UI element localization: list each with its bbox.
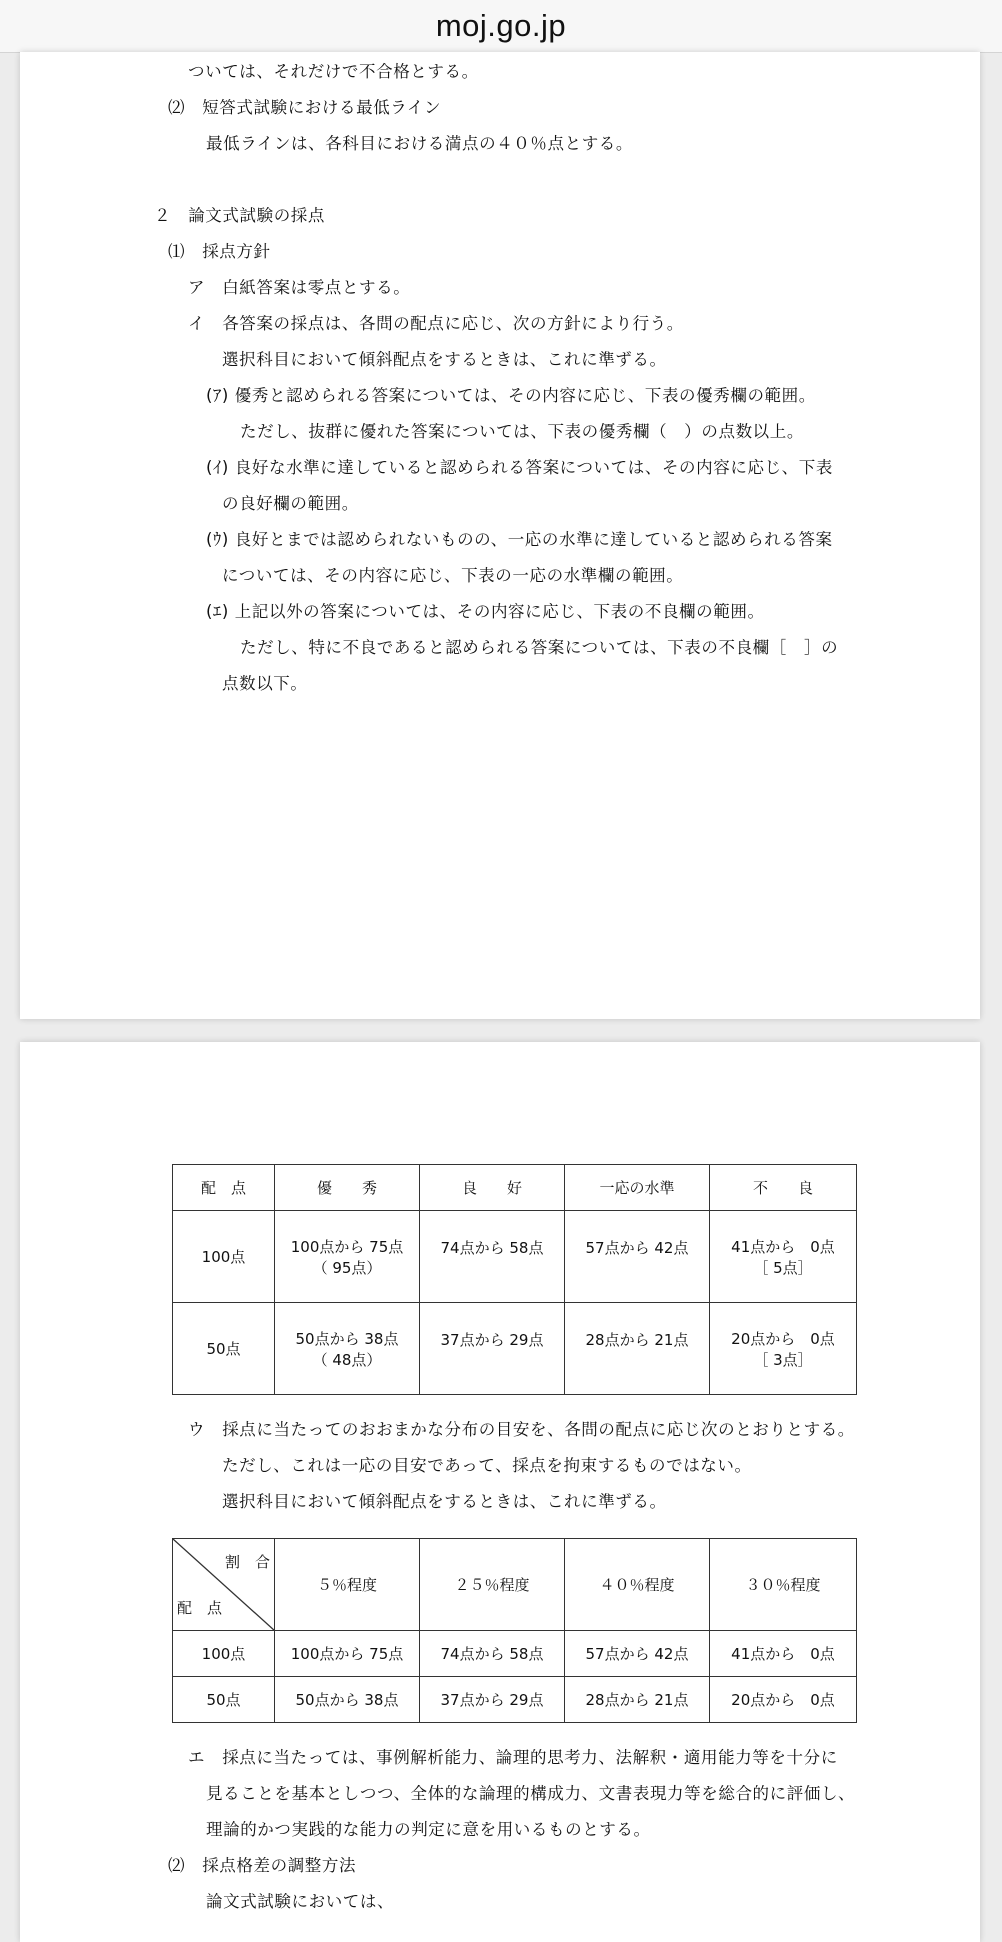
text-line: ただし、これは一応の目安であって、採点を拘束するものではない。 bbox=[222, 1456, 752, 1475]
text-line: 最低ラインは、各科目における満点の４０％点とする。 bbox=[206, 134, 634, 153]
text-line: については、その内容に応じ、下表の一応の水準欄の範囲。 bbox=[222, 566, 684, 585]
browser-address-bar[interactable] bbox=[0, 0, 1002, 53]
table-cell: 37点から 29点 bbox=[420, 1677, 565, 1723]
header-cell: 良 好 bbox=[420, 1165, 565, 1211]
header-cell: 不 良 bbox=[710, 1165, 857, 1211]
table-cell bbox=[565, 1211, 710, 1303]
threshold-text: （ 48点） bbox=[312, 1350, 382, 1369]
table-header-row bbox=[173, 1165, 857, 1211]
table-cell: 57点から 42点 bbox=[565, 1631, 710, 1677]
table-cell bbox=[275, 1211, 420, 1303]
text-line: 論文式試験においては、 bbox=[206, 1892, 395, 1911]
threshold-text: ［ 3点］ bbox=[753, 1350, 813, 1369]
text-line: イ 各答案の採点は、各問の配点に応じ、次の方針により行う。 bbox=[188, 314, 684, 333]
text-line: 理論的かつ実践的な能力の判定に意を用いるものとする。 bbox=[206, 1820, 651, 1839]
header-cell: ５％程度 bbox=[275, 1539, 420, 1631]
table-cell: 74点から 58点 bbox=[420, 1631, 565, 1677]
diagonal-corner-cell bbox=[173, 1539, 275, 1631]
text-line: 見ることを基本としつつ、全体的な論理的構成力、文書表現力等を総合的に評価し、 bbox=[206, 1784, 856, 1803]
header-cell: ２５％程度 bbox=[420, 1539, 565, 1631]
text-line: ついては、それだけで不合格とする。 bbox=[188, 62, 479, 81]
document-page-2 bbox=[20, 1042, 980, 1942]
range-text: 41点から 0点 bbox=[731, 1237, 835, 1256]
text-line: (ｱ) 優秀と認められる答案については、その内容に応じ、下表の優秀欄の範囲。 bbox=[206, 386, 816, 405]
table-cell bbox=[420, 1211, 565, 1303]
range-text: 74点から 58点 bbox=[440, 1239, 544, 1257]
section-heading: ⑴ 採点方針 bbox=[168, 242, 271, 261]
table-row bbox=[173, 1631, 857, 1677]
header-cell: 一応の水準 bbox=[565, 1165, 710, 1211]
table-cell bbox=[420, 1303, 565, 1395]
header-cell: ３０％程度 bbox=[710, 1539, 857, 1631]
threshold-text: （ 95点） bbox=[312, 1258, 382, 1277]
text-line: の良好欄の範囲。 bbox=[222, 494, 359, 513]
text-line: ただし、特に不良であると認められる答案については、下表の不良欄［ ］の bbox=[240, 638, 839, 657]
section-heading: ⑵ 短答式試験における最低ライン bbox=[168, 98, 442, 117]
text-line: 選択科目において傾斜配点をするときは、これに準ずる。 bbox=[222, 1492, 667, 1511]
text-line: (ｳ) 良好とまでは認められないものの、一応の水準に達していると認められる答案 bbox=[206, 530, 833, 549]
corner-label-ratio: 割 合 bbox=[224, 1553, 270, 1571]
table-cell bbox=[275, 1303, 420, 1395]
table-cell bbox=[710, 1211, 857, 1303]
header-cell: 配 点 bbox=[173, 1165, 275, 1211]
text-line: (ｴ) 上記以外の答案については、その内容に応じ、下表の不良欄の範囲。 bbox=[206, 602, 765, 621]
header-cell: ４０％程度 bbox=[565, 1539, 710, 1631]
corner-label-points: 配 点 bbox=[177, 1599, 223, 1617]
section-heading: ２ 論文式試験の採点 bbox=[154, 206, 325, 225]
text-line: 点数以下。 bbox=[222, 674, 308, 693]
range-text: 37点から 29点 bbox=[440, 1331, 544, 1349]
range-text: 57点から 42点 bbox=[585, 1239, 689, 1257]
table-cell: 50点から 38点 bbox=[275, 1677, 420, 1723]
distribution-table bbox=[172, 1538, 857, 1723]
table-cell bbox=[565, 1303, 710, 1395]
table-cell: 20点から 0点 bbox=[710, 1677, 857, 1723]
range-text: 50点から 38点 bbox=[295, 1329, 399, 1348]
url-text[interactable]: moj.go.jp bbox=[435, 8, 567, 43]
row-label: 50点 bbox=[173, 1677, 275, 1723]
row-label: 100点 bbox=[173, 1211, 275, 1303]
text-line: ウ 採点に当たってのおおまかな分布の目安を、各問の配点に応じ次のとおりとする。 bbox=[188, 1420, 855, 1439]
grading-table bbox=[172, 1164, 857, 1395]
text-line: 選択科目において傾斜配点をするときは、これに準ずる。 bbox=[222, 350, 667, 369]
document-page-1 bbox=[20, 52, 980, 1019]
text-line: エ 採点に当たっては、事例解析能力、論理的思考力、法解釈・適用能力等を十分に bbox=[188, 1748, 838, 1767]
range-text: 20点から 0点 bbox=[731, 1329, 835, 1348]
header-cell: 優 秀 bbox=[275, 1165, 420, 1211]
table-cell: 100点から 75点 bbox=[275, 1631, 420, 1677]
table-row bbox=[173, 1677, 857, 1723]
range-text: 28点から 21点 bbox=[585, 1331, 689, 1349]
table-header-row bbox=[173, 1539, 857, 1631]
threshold-text: ［ 5点］ bbox=[753, 1258, 813, 1277]
row-label: 50点 bbox=[173, 1303, 275, 1395]
table-cell: 28点から 21点 bbox=[565, 1677, 710, 1723]
section-heading: ⑵ 採点格差の調整方法 bbox=[168, 1856, 357, 1875]
text-line: (ｲ) 良好な水準に達していると認められる答案については、その内容に応じ、下表 bbox=[206, 458, 833, 477]
text-line: ただし、抜群に優れた答案については、下表の優秀欄（ ）の点数以上。 bbox=[240, 422, 804, 441]
table-row bbox=[173, 1211, 857, 1303]
row-label: 100点 bbox=[173, 1631, 275, 1677]
range-text: 100点から 75点 bbox=[290, 1237, 404, 1256]
table-row bbox=[173, 1303, 857, 1395]
table-cell: 41点から 0点 bbox=[710, 1631, 857, 1677]
text-line: ア 白紙答案は零点とする。 bbox=[188, 278, 411, 297]
table-cell bbox=[710, 1303, 857, 1395]
